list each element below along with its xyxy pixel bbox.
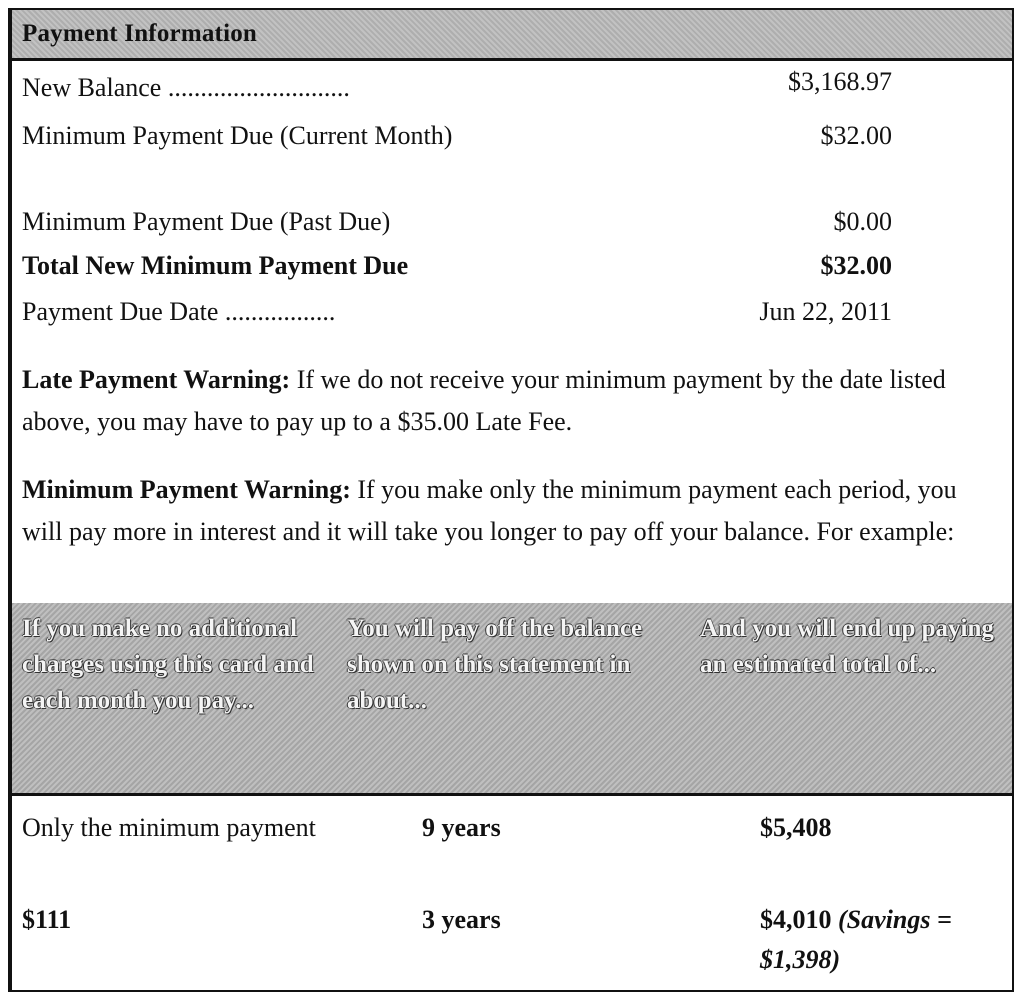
table-header bbox=[12, 603, 1012, 796]
table-header-pay: If you make no additional charges using this card and each month you pay... bbox=[22, 615, 314, 714]
new-balance-amount: $3,168.97 bbox=[788, 67, 892, 96]
new-balance-label: New Balance ............................ bbox=[22, 73, 350, 102]
payment-due-date-row bbox=[12, 291, 1012, 341]
new-balance-row bbox=[12, 61, 1012, 115]
late-payment-warning-title: Late Payment Warning: bbox=[22, 365, 291, 394]
payment-due-date-label: Payment Due Date ................. bbox=[22, 297, 336, 326]
table-row bbox=[12, 796, 1012, 900]
table-cell-total bbox=[760, 808, 1000, 848]
section-header: Payment Information bbox=[12, 10, 1012, 61]
min-payment-past-due-amount: $0.00 bbox=[833, 207, 892, 236]
table-cell-years: 3 years bbox=[422, 905, 501, 934]
table-row bbox=[12, 900, 1012, 990]
minimum-payment-warning bbox=[12, 469, 1012, 595]
total-min-payment-label: Total New Minimum Payment Due bbox=[22, 251, 409, 280]
min-payment-past-due-row bbox=[12, 201, 1012, 245]
late-payment-warning bbox=[12, 359, 1012, 443]
min-payment-current-amount: $32.00 bbox=[820, 121, 892, 150]
table-cell-years: 9 years bbox=[422, 813, 501, 842]
min-payment-current-row bbox=[12, 115, 1012, 201]
table-cell-pay: $111 bbox=[22, 905, 72, 934]
table-header-payoff-time: You will pay off the balance shown on this statement in about... bbox=[347, 615, 643, 714]
table-cell-total bbox=[760, 900, 1000, 980]
minimum-payment-warning-title: Minimum Payment Warning: bbox=[22, 475, 351, 504]
table-cell-total-amount: $5,408 bbox=[760, 813, 832, 842]
min-payment-current-label: Minimum Payment Due (Current Month) bbox=[22, 121, 453, 150]
table-cell-savings: (Savings = $1,398) bbox=[760, 905, 952, 974]
payment-due-date-value: Jun 22, 2011 bbox=[759, 297, 892, 326]
total-min-payment-row bbox=[12, 245, 1012, 291]
table-cell-pay: Only the minimum payment bbox=[22, 813, 316, 842]
min-payment-past-due-label: Minimum Payment Due (Past Due) bbox=[22, 207, 391, 236]
minimum-payment-warning-text: If you make only the minimum payment each period, you will pay more in interest and it will take you longer to pay off your balance. For example: bbox=[22, 475, 957, 546]
table-cell-total-amount: $4,010 bbox=[760, 905, 832, 934]
table-header-total: And you will end up paying an estimated total of... bbox=[700, 615, 994, 678]
total-min-payment-amount: $32.00 bbox=[820, 251, 892, 280]
payment-information-box bbox=[8, 8, 1014, 992]
late-payment-warning-text: If we do not receive your minimum payment by the date listed above, you may have to pay up to a $35.00 Late Fee. bbox=[22, 365, 946, 436]
